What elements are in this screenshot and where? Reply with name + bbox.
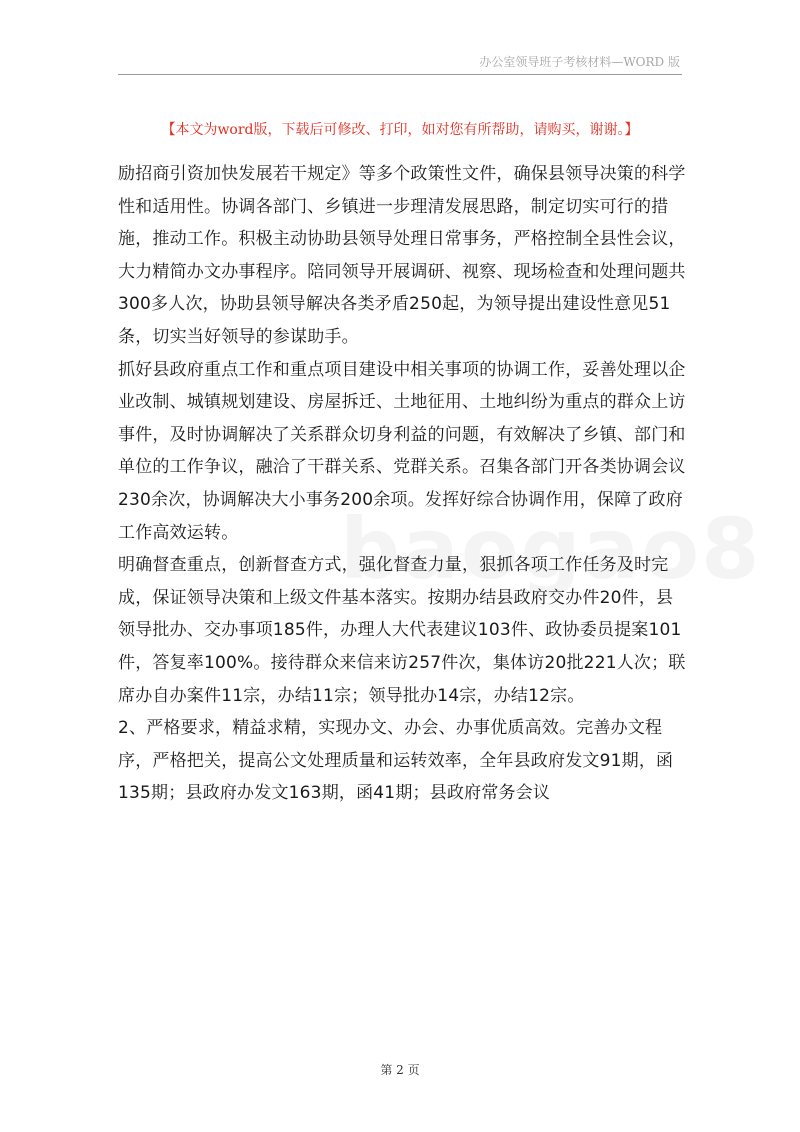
page-header <box>118 52 682 75</box>
document-body <box>118 158 688 810</box>
download-notice: 【本文为word版，下载后可修改、打印，如对您有所帮助，请购买，谢谢。】 <box>161 122 639 138</box>
paragraph: 明确督查重点，创新督查方式，强化督查力量，狠抓各项工作任务及时完成，保证领导决策和上级文件基本落实。按期办结县政府交办件20件，县领导批办、交办事项185件，办理人大代表建议103件、政协委员提案101件，答复率100%。接待群众来信来访257件次，集体访20批221人次；联席办自办案件11宗，办结11宗；领导批办14宗，办结12宗。 <box>118 555 686 706</box>
header-title: 办公室领导班子考核材料—WORD 版 <box>479 55 680 69</box>
paragraph: 励招商引资加快发展若干规定》等多个政策性文件，确保县领导决策的科学性和适用性。协调各部门、乡镇进一步理清发展思路，制定切实可行的措施，推动工作。积极主动协助县领导处理日常事务，严格控制全县性会议，大力精简办文办事程序。陪同领导开展调研、视察、现场检查和处理问题共300多人次，协助县领导解决各类矛盾250起，为领导提出建设性意见51条，切实当好领导的参谋助手。 <box>118 164 686 347</box>
paragraph: 抓好县政府重点工作和重点项目建设中相关事项的协调工作，妥善处理以企业改制、城镇规划建设、房屋拆迁、土地征用、土地纠纷为重点的群众上访事件，及时协调解决了关系群众切身利益的问题，有效解决了乡镇、部门和单位的工作争议，融洽了干群关系、党群关系。召集各部门开各类协调会议230余次，协调解决大小事务200余项。发挥好综合协调作用，保障了政府工作高效运转。 <box>118 359 686 543</box>
paragraph: 2、严格要求，精益求精，实现办文、办会、办事优质高效。完善办文程序，严格把关，提高公文处理质量和运转效率，全年县政府发文91期，函135期；县政府办发文163期，函41期；县政府常务会议 <box>118 718 674 804</box>
page-number: 第 2 页 <box>380 1063 420 1077</box>
